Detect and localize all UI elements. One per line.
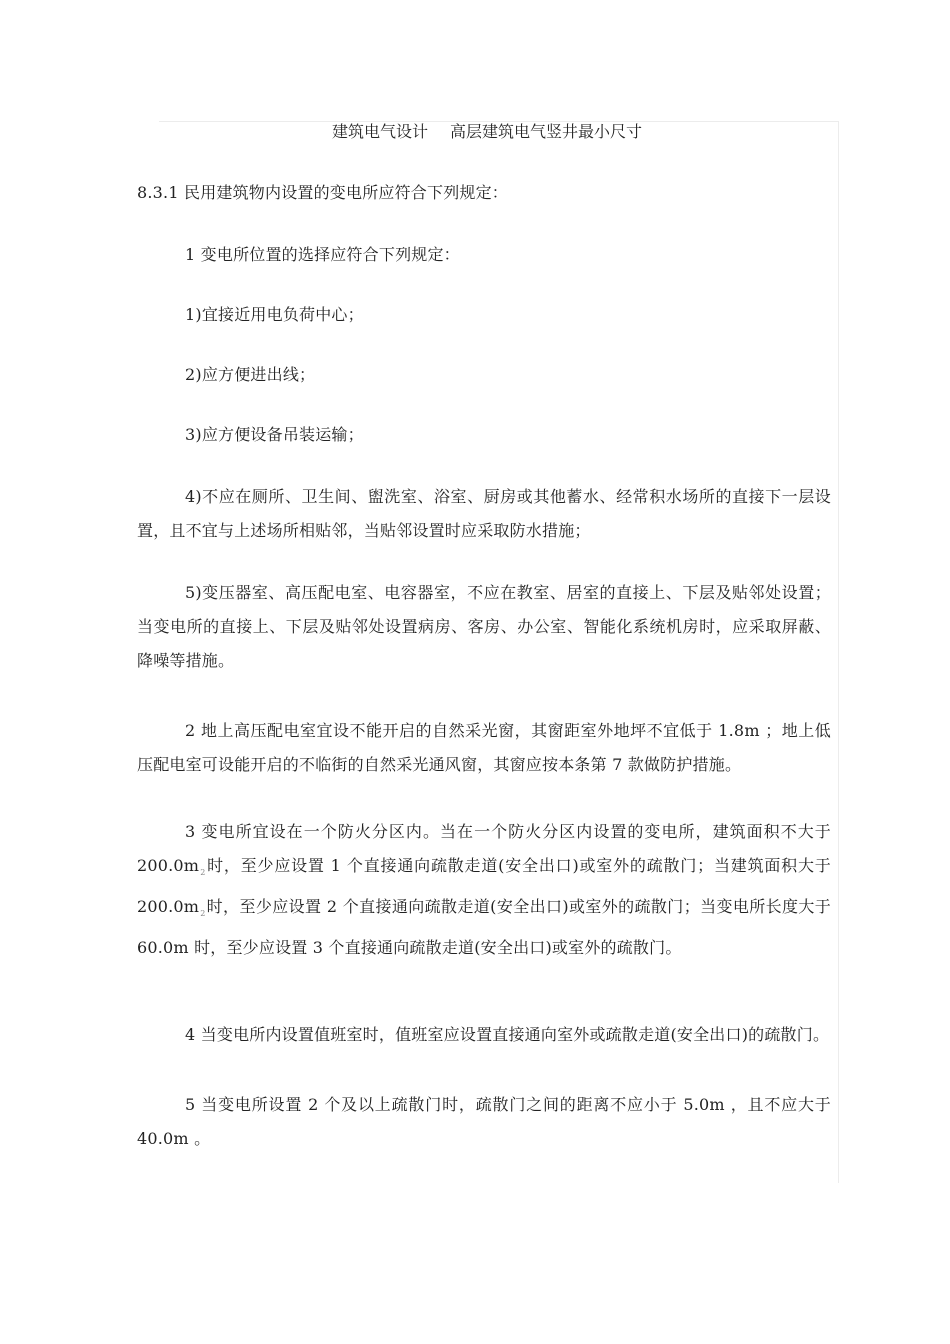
item-5-paragraph: 5 当变电所设置 2 个及以上疏散门时，疏散门之间的距离不应小于 5.0m ，且不应大于 40.0m 。 bbox=[137, 1095, 831, 1148]
title-part-1: 建筑电气设计 bbox=[331, 122, 428, 141]
item-1-sub-1: 1)宜接近用电负荷中心； bbox=[185, 305, 364, 324]
item-3-text-2: 时，至少应设置 1 个直接通向疏散走道(安全出口)或室外的疏散门；当建筑面积大于 200.0m bbox=[137, 856, 831, 916]
item-2-paragraph: 2 地上高压配电室宜设不能开启的自然采光窗，其窗距室外地坪不宜低于 1.8m ；地上低压配电室可设能开启的不临街的自然采光通风窗，其窗应按本条第 7 款做防护措施。 bbox=[137, 721, 831, 774]
superscript-2: 2 bbox=[200, 909, 206, 918]
item-1-sub-3: 3)应方便设备吊装运输； bbox=[185, 425, 364, 444]
item-1-sub-5: 5)变压器室、高压配电室、电容器室，不应在教室、居室的直接上、下层及贴邻处设置；当变电所的直接上、下层及贴邻处设置病房、客房、办公室、智能化系统机房时，应采取屏蔽、降噪等措施。 bbox=[137, 583, 831, 670]
document-title bbox=[137, 120, 837, 144]
item-3-paragraph bbox=[137, 815, 831, 965]
item-3-text-1: 3 变电所宜设在一个防火分区内。当在一个防火分区内设置的变电所，建筑面积不大于 200.0m bbox=[137, 822, 831, 875]
title-part-2: 高层建筑电气竖井最小尺寸 bbox=[450, 122, 643, 141]
section-heading: 8.3.1 民用建筑物内设置的变电所应符合下列规定： bbox=[137, 183, 508, 202]
item-1-heading: 1 变电所位置的选择应符合下列规定： bbox=[185, 245, 460, 264]
page-frame-right-border bbox=[838, 121, 839, 1183]
item-1-sub-2: 2)应方便进出线； bbox=[185, 365, 316, 384]
superscript-2: 2 bbox=[200, 868, 206, 877]
item-4-paragraph: 4 当变电所内设置值班室时，值班室应设置直接通向室外或疏散走道(安全出口)的疏散门。 bbox=[185, 1025, 830, 1044]
item-1-sub-4: 4)不应在厕所、卫生间、盥洗室、浴室、厨房或其他蓄水、经常积水场所的直接下一层设置，且不宜与上述场所相贴邻，当贴邻设置时应采取防水措施； bbox=[137, 487, 831, 540]
item-3-text-3: 时，至少应设置 2 个直接通向疏散走道(安全出口)或室外的疏散门；当变电所长度大于 60.0m 时，至少应设置 3 个直接通向疏散走道(安全出口)或室外的疏散门。 bbox=[137, 897, 831, 957]
